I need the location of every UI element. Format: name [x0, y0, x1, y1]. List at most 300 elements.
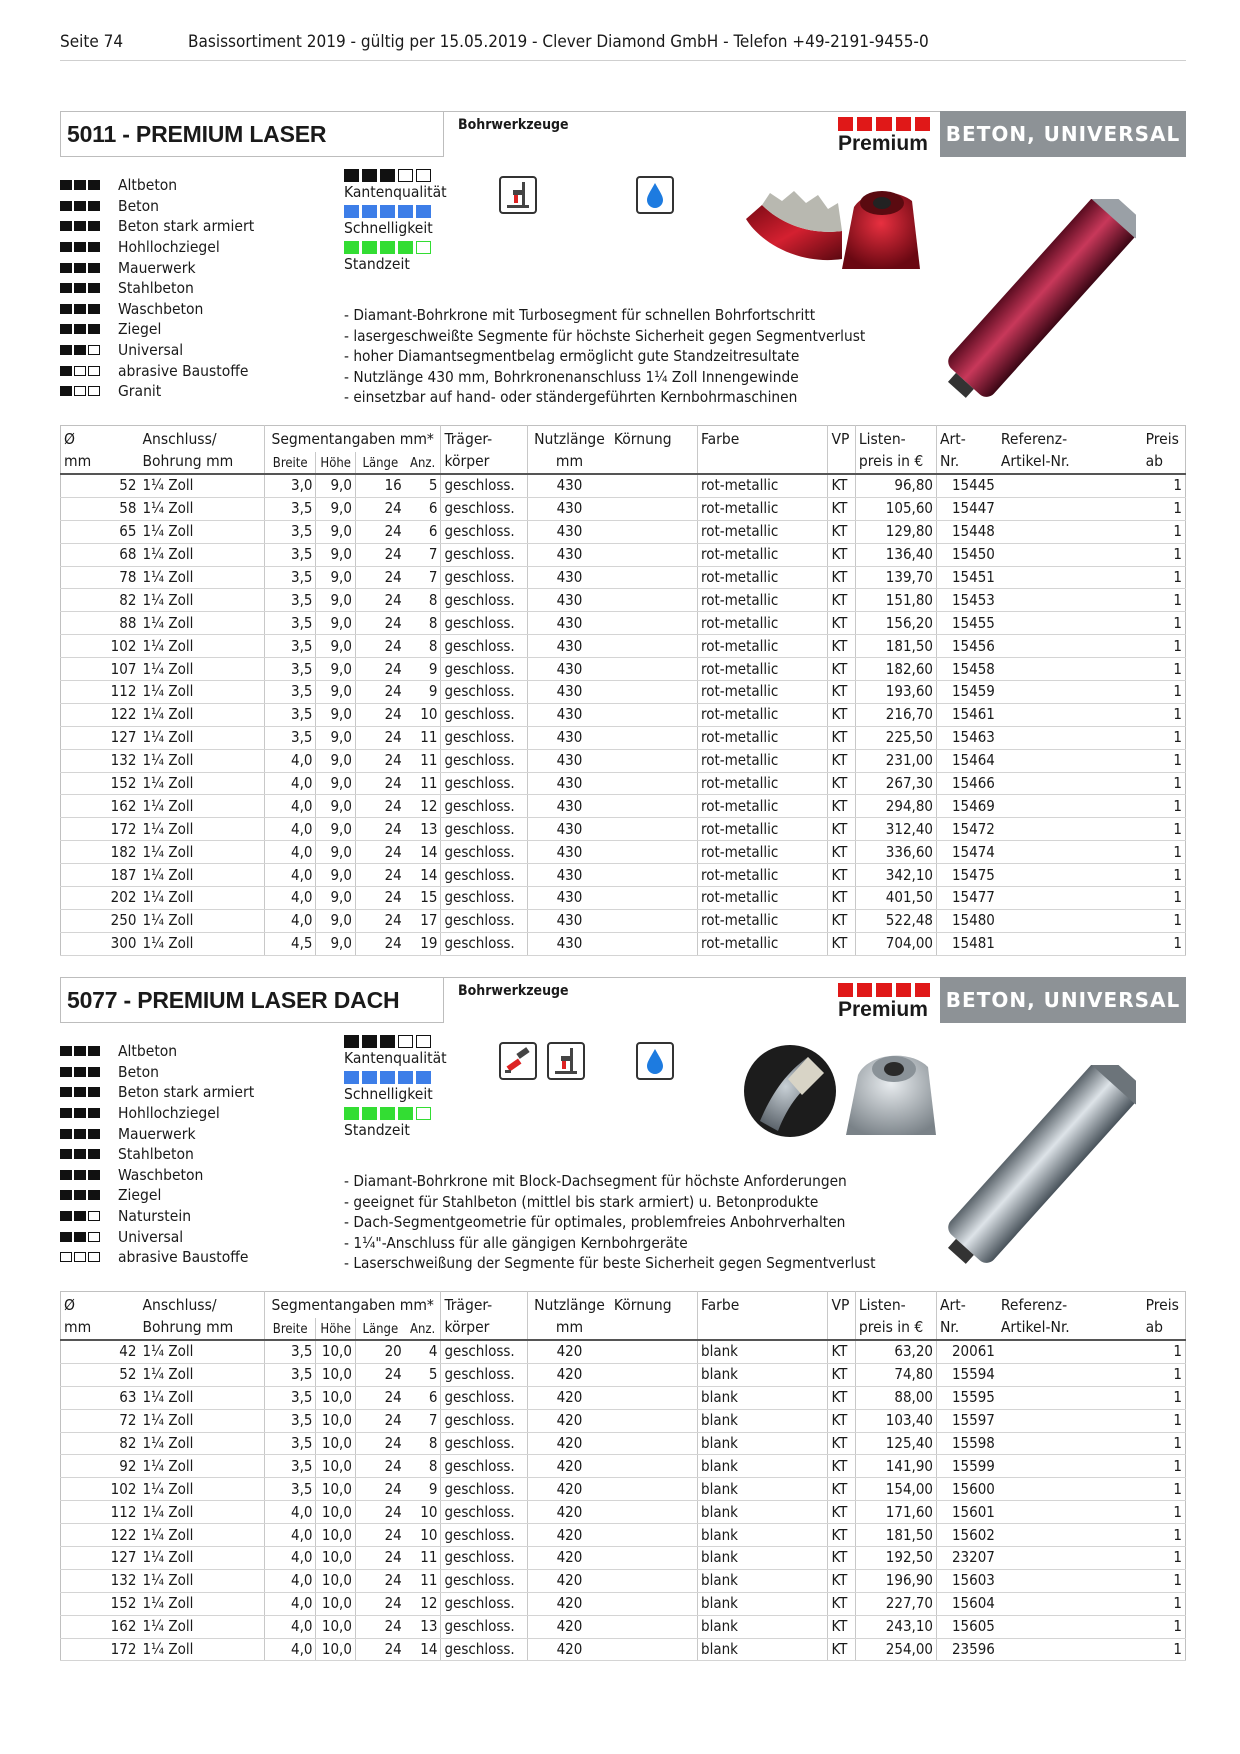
level-square — [88, 1067, 100, 1077]
material-name: Beton stark armiert — [118, 217, 255, 236]
material-name: Stahlbeton — [118, 279, 194, 298]
cell-anzahl: 11 — [405, 726, 441, 749]
water-drop-icon — [636, 1042, 674, 1080]
material-level-squares — [60, 1211, 118, 1221]
table-row — [61, 1478, 1186, 1501]
rating-square — [380, 1071, 395, 1084]
cell-farbe: rot-metallic — [698, 818, 828, 841]
material-level-squares — [60, 1170, 118, 1180]
cell-listenpreis: 522,48 — [855, 909, 936, 932]
level-square — [60, 242, 72, 252]
material-level-squares — [60, 345, 118, 355]
cell-listenpreis: 181,50 — [855, 635, 936, 658]
level-square — [88, 1190, 100, 1200]
level-square — [88, 366, 100, 376]
col-bohrung: Bohrung mm — [139, 452, 264, 474]
cell-artnr: 15603 — [937, 1569, 998, 1592]
cell-diameter: 202 — [61, 887, 140, 910]
cell-traeger: geschloss. — [441, 1340, 528, 1363]
cell-anschluss: 1¼ Zoll — [139, 1363, 264, 1386]
cell-anschluss: 1¼ Zoll — [139, 543, 264, 566]
cell-laenge: 24 — [355, 703, 404, 726]
level-square — [74, 304, 86, 314]
col-laenge: Länge — [355, 1318, 404, 1340]
material-level-squares — [60, 242, 118, 252]
col-traeger: Träger- — [441, 1292, 528, 1319]
table-row — [61, 520, 1186, 543]
material-level-squares — [60, 1087, 118, 1097]
cell-nutzlaenge: 430 — [528, 909, 611, 932]
rating-square — [398, 241, 413, 254]
col-koerper: körper — [441, 1318, 528, 1340]
material-list — [60, 175, 254, 402]
table-row — [61, 887, 1186, 910]
cell-preis-ab: 1 — [1143, 520, 1186, 543]
cell-listenpreis: 182,60 — [855, 658, 936, 681]
material-row — [60, 1165, 254, 1186]
level-square — [88, 1211, 100, 1221]
level-square — [88, 1232, 100, 1242]
cell-koernung — [611, 749, 698, 772]
cell-hoehe: 9,0 — [316, 612, 355, 635]
cell-anschluss: 1¼ Zoll — [139, 1592, 264, 1615]
cell-breite: 4,0 — [264, 749, 316, 772]
material-row — [60, 360, 254, 381]
cell-anschluss: 1¼ Zoll — [139, 887, 264, 910]
cell-hoehe: 9,0 — [316, 520, 355, 543]
cell-koernung — [611, 772, 698, 795]
col-preis-ab: Preis — [1143, 1292, 1186, 1319]
level-square — [88, 1129, 100, 1139]
table-row — [61, 726, 1186, 749]
cell-referenz — [998, 612, 1143, 635]
cell-diameter: 72 — [61, 1409, 140, 1432]
table-row — [61, 1501, 1186, 1524]
cell-anschluss: 1¼ Zoll — [139, 1615, 264, 1638]
cell-farbe: rot-metallic — [698, 703, 828, 726]
level-square — [88, 324, 100, 334]
col-ab: ab — [1143, 452, 1186, 474]
cell-nutzlaenge: 430 — [528, 818, 611, 841]
level-square — [74, 1108, 86, 1118]
material-level-squares — [60, 1129, 118, 1139]
cell-preis-ab: 1 — [1143, 703, 1186, 726]
cell-breite: 3,5 — [264, 1432, 316, 1455]
cell-anzahl: 7 — [405, 1409, 441, 1432]
cell-laenge: 24 — [355, 1455, 404, 1478]
cell-preis-ab: 1 — [1143, 635, 1186, 658]
table-row — [61, 1363, 1186, 1386]
col-artikel-nr: Artikel-Nr. — [998, 452, 1143, 474]
cell-listenpreis: 401,50 — [855, 887, 936, 910]
cell-preis-ab: 1 — [1143, 1386, 1186, 1409]
cell-preis-ab: 1 — [1143, 1409, 1186, 1432]
cell-nutzlaenge: 420 — [528, 1478, 611, 1501]
cell-koernung — [611, 520, 698, 543]
cell-preis-ab: 1 — [1143, 497, 1186, 520]
cell-anschluss: 1¼ Zoll — [139, 1501, 264, 1524]
cell-listenpreis: 225,50 — [855, 726, 936, 749]
level-square — [88, 283, 100, 293]
cell-hoehe: 9,0 — [316, 864, 355, 887]
cell-nutzlaenge: 430 — [528, 864, 611, 887]
product-title: 5011 - PREMIUM LASER — [67, 121, 327, 147]
material-row — [60, 257, 254, 278]
cell-koernung — [611, 566, 698, 589]
cell-traeger: geschloss. — [441, 520, 528, 543]
cell-farbe: rot-metallic — [698, 589, 828, 612]
material-row — [60, 319, 254, 340]
cell-nutzlaenge: 430 — [528, 520, 611, 543]
cell-anschluss: 1¼ Zoll — [139, 589, 264, 612]
premium-block — [857, 983, 872, 997]
cell-koernung — [611, 1569, 698, 1592]
description-line: - einsetzbar auf hand- oder ständergeführten Kernbohrmaschinen — [344, 388, 798, 407]
cell-vp: KT — [828, 772, 855, 795]
premium-block — [896, 117, 911, 131]
cell-diameter: 172 — [61, 1638, 140, 1661]
cell-breite: 4,0 — [264, 818, 316, 841]
rating-square — [380, 241, 395, 254]
cell-anschluss: 1¼ Zoll — [139, 772, 264, 795]
cell-breite: 4,0 — [264, 1638, 316, 1661]
table-row — [61, 932, 1186, 955]
material-name: Granit — [118, 382, 162, 401]
level-square — [88, 1149, 100, 1159]
col-dia-unit: mm — [61, 452, 140, 474]
cell-nutzlaenge: 430 — [528, 726, 611, 749]
page-header — [60, 30, 1186, 61]
cell-artnr: 15601 — [937, 1501, 998, 1524]
cell-nutzlaenge: 420 — [528, 1455, 611, 1478]
cell-preis-ab: 1 — [1143, 1478, 1186, 1501]
cell-farbe: blank — [698, 1386, 828, 1409]
cell-listenpreis: 125,40 — [855, 1432, 936, 1455]
cell-laenge: 24 — [355, 681, 404, 704]
rating-square — [416, 1071, 431, 1084]
cell-breite: 3,5 — [264, 497, 316, 520]
cell-referenz — [998, 1592, 1143, 1615]
cell-koernung — [611, 932, 698, 955]
description-line: - Nutzlänge 430 mm, Bohrkronenanschluss 1¼ Zoll Innengewinde — [344, 367, 799, 386]
cell-farbe: rot-metallic — [698, 841, 828, 864]
cell-hoehe: 9,0 — [316, 497, 355, 520]
cell-diameter: 127 — [61, 1547, 140, 1570]
cell-anzahl: 9 — [405, 658, 441, 681]
cell-traeger: geschloss. — [441, 635, 528, 658]
level-square — [88, 304, 100, 314]
rating-square — [344, 1071, 359, 1084]
material-name: Hohllochziegel — [118, 238, 220, 257]
cell-anzahl: 11 — [405, 772, 441, 795]
cell-koernung — [611, 818, 698, 841]
cell-referenz — [998, 658, 1143, 681]
cell-traeger: geschloss. — [441, 1386, 528, 1409]
col-anschluss: Anschluss/ — [142, 430, 217, 448]
cell-laenge: 24 — [355, 658, 404, 681]
cell-diameter: 182 — [61, 841, 140, 864]
cell-listenpreis: 336,60 — [855, 841, 936, 864]
cell-vp: KT — [828, 818, 855, 841]
level-square — [60, 304, 72, 314]
level-square — [60, 1067, 72, 1077]
cell-nutzlaenge: 430 — [528, 612, 611, 635]
cell-hoehe: 9,0 — [316, 474, 355, 497]
material-name: Beton — [118, 1062, 159, 1081]
cell-farbe: rot-metallic — [698, 726, 828, 749]
description-line: - lasergeschweißte Segmente für höchste Sicherheit gegen Segmentverlust — [344, 326, 866, 345]
cell-anzahl: 10 — [405, 1524, 441, 1547]
table-row — [61, 864, 1186, 887]
cell-diameter: 42 — [61, 1340, 140, 1363]
core-bit-image — [936, 1065, 1136, 1277]
material-list — [60, 1041, 254, 1268]
cell-artnr: 15458 — [937, 658, 998, 681]
cell-koernung — [611, 1455, 698, 1478]
cell-referenz — [998, 1386, 1143, 1409]
cell-farbe: blank — [698, 1615, 828, 1638]
cell-referenz — [998, 566, 1143, 589]
cell-nutzlaenge: 430 — [528, 589, 611, 612]
cell-laenge: 24 — [355, 864, 404, 887]
cell-traeger: geschloss. — [441, 795, 528, 818]
cell-breite: 3,5 — [264, 589, 316, 612]
cell-traeger: geschloss. — [441, 887, 528, 910]
cell-diameter: 58 — [61, 497, 140, 520]
material-row — [60, 1041, 254, 1062]
rating-square — [398, 205, 413, 218]
cell-diameter: 300 — [61, 932, 140, 955]
rating-square — [416, 169, 431, 182]
cell-listenpreis: 227,70 — [855, 1592, 936, 1615]
cell-listenpreis: 103,40 — [855, 1409, 936, 1432]
material-name: Altbeton — [118, 176, 178, 195]
material-name: Mauerwerk — [118, 1124, 196, 1143]
cell-diameter: 52 — [61, 1363, 140, 1386]
cell-koernung — [611, 612, 698, 635]
table-row — [61, 635, 1186, 658]
col-artnr: Art- — [937, 426, 998, 453]
cell-preis-ab: 1 — [1143, 795, 1186, 818]
cell-traeger: geschloss. — [441, 1409, 528, 1432]
cell-anzahl: 12 — [405, 1592, 441, 1615]
cell-farbe: rot-metallic — [698, 474, 828, 497]
level-square — [74, 180, 86, 190]
cell-koernung — [611, 726, 698, 749]
level-square — [74, 1149, 86, 1159]
cell-breite: 3,5 — [264, 1386, 316, 1409]
cell-anschluss: 1¼ Zoll — [139, 726, 264, 749]
level-square — [60, 1170, 72, 1180]
cell-referenz — [998, 474, 1143, 497]
cell-farbe: blank — [698, 1432, 828, 1455]
cell-referenz — [998, 1409, 1143, 1432]
material-level-squares — [60, 1046, 118, 1056]
cell-referenz — [998, 589, 1143, 612]
cell-koernung — [611, 1478, 698, 1501]
col-dia-symbol: Ø — [61, 1292, 140, 1319]
cell-anschluss: 1¼ Zoll — [139, 681, 264, 704]
level-square — [60, 1252, 72, 1262]
cell-listenpreis: 342,10 — [855, 864, 936, 887]
cell-traeger: geschloss. — [441, 1501, 528, 1524]
cell-preis-ab: 1 — [1143, 772, 1186, 795]
col-nutzlaenge: Nutzlänge — [528, 1292, 611, 1319]
cell-nutzlaenge: 430 — [528, 681, 611, 704]
cell-anzahl: 7 — [405, 543, 441, 566]
cell-listenpreis: 196,90 — [855, 1569, 936, 1592]
cell-anschluss: 1¼ Zoll — [139, 1386, 264, 1409]
col-nutz-mm: mm — [528, 1318, 611, 1340]
material-row — [60, 237, 254, 258]
cell-traeger: geschloss. — [441, 1638, 528, 1661]
rating-square — [416, 241, 431, 254]
cell-listenpreis: 193,60 — [855, 681, 936, 704]
cell-vp: KT — [828, 795, 855, 818]
cell-laenge: 24 — [355, 1524, 404, 1547]
cell-artnr: 15599 — [937, 1455, 998, 1478]
cell-vp: KT — [828, 589, 855, 612]
col-anschluss: Anschluss/ — [142, 1296, 217, 1314]
cell-listenpreis: 312,40 — [855, 818, 936, 841]
level-square — [60, 1108, 72, 1118]
cell-breite: 3,5 — [264, 1478, 316, 1501]
cell-breite: 4,0 — [264, 1524, 316, 1547]
cell-hoehe: 9,0 — [316, 681, 355, 704]
cell-listenpreis: 96,80 — [855, 474, 936, 497]
col-traeger: Träger- — [441, 426, 528, 453]
cell-referenz — [998, 841, 1143, 864]
table-row — [61, 543, 1186, 566]
cell-anschluss: 1¼ Zoll — [139, 795, 264, 818]
cell-anzahl: 7 — [405, 566, 441, 589]
cell-farbe: blank — [698, 1592, 828, 1615]
premium-block — [857, 117, 872, 131]
cell-nutzlaenge: 430 — [528, 703, 611, 726]
cell-artnr: 15466 — [937, 772, 998, 795]
col-anz: Anz. — [405, 452, 441, 474]
table-row — [61, 566, 1186, 589]
cell-preis-ab: 1 — [1143, 566, 1186, 589]
level-square — [74, 1170, 86, 1180]
col-nutzlaenge: Nutzlänge — [528, 426, 611, 453]
material-row — [60, 381, 254, 402]
cell-nutzlaenge: 420 — [528, 1409, 611, 1432]
cell-breite: 3,5 — [264, 520, 316, 543]
cell-traeger: geschloss. — [441, 749, 528, 772]
table-row — [61, 1524, 1186, 1547]
cell-anzahl: 6 — [405, 1386, 441, 1409]
cell-anzahl: 13 — [405, 1615, 441, 1638]
cell-koernung — [611, 635, 698, 658]
cell-nutzlaenge: 430 — [528, 474, 611, 497]
cell-anschluss: 1¼ Zoll — [139, 1524, 264, 1547]
cell-referenz — [998, 1432, 1143, 1455]
table-row — [61, 681, 1186, 704]
level-square — [60, 345, 72, 355]
material-level-squares — [60, 1190, 118, 1200]
material-row — [60, 196, 254, 217]
cell-koernung — [611, 864, 698, 887]
cell-diameter: 132 — [61, 749, 140, 772]
cell-artnr: 15451 — [937, 566, 998, 589]
cell-preis-ab: 1 — [1143, 909, 1186, 932]
cell-listenpreis: 267,30 — [855, 772, 936, 795]
cell-koernung — [611, 1524, 698, 1547]
cell-preis-ab: 1 — [1143, 1340, 1186, 1363]
table-row — [61, 841, 1186, 864]
drill-stand-icon — [547, 1042, 585, 1080]
cell-listenpreis: 294,80 — [855, 795, 936, 818]
connector-detail-image — [836, 187, 920, 269]
cell-vp: KT — [828, 635, 855, 658]
rating-squares — [344, 1107, 447, 1120]
premium-block — [876, 117, 891, 131]
col-preis-eur: preis in € — [855, 1318, 936, 1340]
level-square — [60, 1190, 72, 1200]
cell-artnr: 15605 — [937, 1615, 998, 1638]
cell-listenpreis: 151,80 — [855, 589, 936, 612]
cell-anschluss: 1¼ Zoll — [139, 658, 264, 681]
cell-nutzlaenge: 420 — [528, 1363, 611, 1386]
cell-artnr: 15447 — [937, 497, 998, 520]
rating-square — [344, 241, 359, 254]
cell-vp: KT — [828, 1386, 855, 1409]
cell-nutzlaenge: 430 — [528, 795, 611, 818]
level-square — [88, 201, 100, 211]
rating-square — [398, 169, 413, 182]
cell-artnr: 15598 — [937, 1432, 998, 1455]
cell-nutzlaenge: 420 — [528, 1524, 611, 1547]
cell-anschluss: 1¼ Zoll — [139, 703, 264, 726]
cell-hoehe: 10,0 — [316, 1638, 355, 1661]
cell-nutzlaenge: 420 — [528, 1638, 611, 1661]
rating-square — [344, 1107, 359, 1120]
product-category: Bohrwerkzeuge — [458, 117, 569, 133]
cell-referenz — [998, 1455, 1143, 1478]
cell-vp: KT — [828, 726, 855, 749]
cell-farbe: blank — [698, 1409, 828, 1432]
cell-nutzlaenge: 420 — [528, 1615, 611, 1638]
cell-laenge: 20 — [355, 1340, 404, 1363]
cell-hoehe: 9,0 — [316, 818, 355, 841]
table-row — [61, 795, 1186, 818]
level-square — [74, 324, 86, 334]
cell-laenge: 24 — [355, 887, 404, 910]
rating-square — [380, 169, 395, 182]
cell-preis-ab: 1 — [1143, 1638, 1186, 1661]
cell-koernung — [611, 1615, 698, 1638]
cell-listenpreis: 704,00 — [855, 932, 936, 955]
rating-square — [362, 241, 377, 254]
cell-traeger: geschloss. — [441, 1455, 528, 1478]
cell-laenge: 24 — [355, 1409, 404, 1432]
cell-artnr: 15475 — [937, 864, 998, 887]
cell-hoehe: 9,0 — [316, 841, 355, 864]
cell-vp: KT — [828, 1524, 855, 1547]
rating-square — [344, 169, 359, 182]
cell-diameter: 65 — [61, 520, 140, 543]
cell-anschluss: 1¼ Zoll — [139, 1432, 264, 1455]
material-name: Altbeton — [118, 1042, 178, 1061]
rating-square — [380, 1107, 395, 1120]
cell-koernung — [611, 1547, 698, 1570]
cell-diameter: 68 — [61, 543, 140, 566]
material-row — [60, 1185, 254, 1206]
col-farbe-2 — [698, 452, 828, 474]
description-line: - Diamant-Bohrkrone mit Turbosegment für schnellen Bohrfortschritt — [344, 306, 816, 324]
cell-hoehe: 9,0 — [316, 932, 355, 955]
